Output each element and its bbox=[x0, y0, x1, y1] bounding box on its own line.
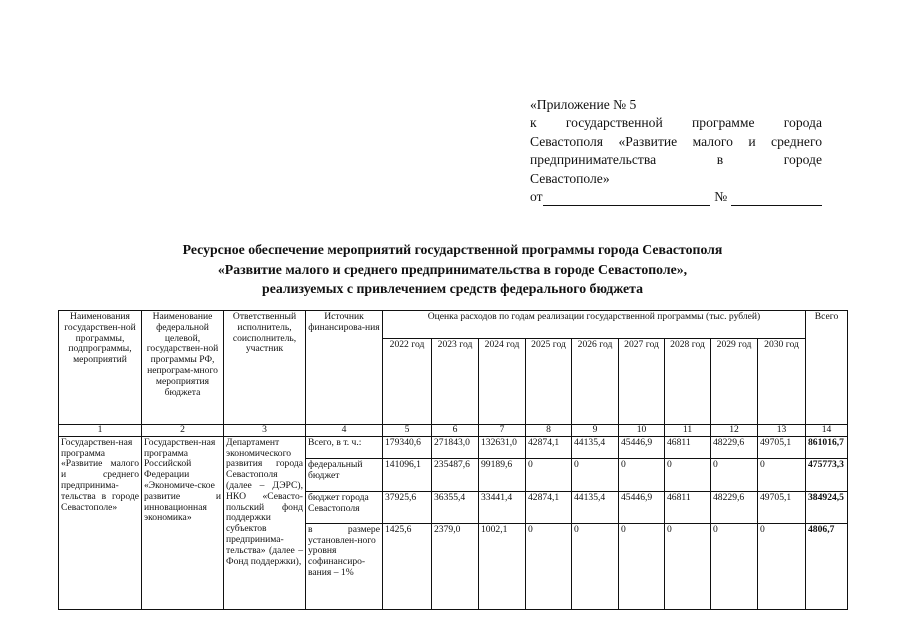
number-label: № bbox=[714, 189, 728, 205]
column-number: 14 bbox=[806, 425, 848, 437]
value-cell: 46811 bbox=[665, 491, 711, 523]
header-executor: Ответственный исполнитель, соисполнитель, участник bbox=[224, 311, 306, 425]
title-line-1: Ресурсное обеспечение мероприятий государственной программы города Севастополя bbox=[182, 242, 723, 257]
program-name-cell: Государствен-ная программа «Развитие малого и среднего предпринима-тельства в городе Севастополе» bbox=[59, 436, 142, 609]
header-estimate: Оценка расходов по годам реализации государственной программы (тыс. рублей) bbox=[383, 311, 806, 339]
document-title bbox=[60, 240, 845, 299]
header-year: 2024 год bbox=[479, 339, 526, 425]
column-number: 5 bbox=[383, 425, 432, 437]
column-number: 6 bbox=[432, 425, 479, 437]
value-cell: 141096,1 bbox=[383, 458, 432, 491]
funding-table bbox=[58, 310, 848, 610]
value-cell: 42874,1 bbox=[526, 491, 572, 523]
value-cell: 45446,9 bbox=[619, 491, 665, 523]
annex-line-5: Севастополе» bbox=[530, 170, 610, 186]
value-cell: 0 bbox=[619, 458, 665, 491]
value-cell: 42874,1 bbox=[526, 436, 572, 458]
column-number: 8 bbox=[526, 425, 572, 437]
header-program: Наименования государствен-ной программы, подпрограммы, мероприятий bbox=[59, 311, 142, 425]
federal-program-cell: Государствен-ная программа Российской Федерации «Экономиче-ское развитие и инновационная экономика» bbox=[142, 436, 224, 609]
number-blank bbox=[731, 192, 822, 206]
header-year: 2022 год bbox=[383, 339, 432, 425]
column-number: 12 bbox=[711, 425, 758, 437]
header-year: 2029 год bbox=[711, 339, 758, 425]
column-number: 1 bbox=[59, 425, 142, 437]
value-cell: 45446,9 bbox=[619, 436, 665, 458]
annex-block bbox=[530, 96, 822, 206]
title-line-2: «Развитие малого и среднего предпринимательства в городе Севастополе», bbox=[217, 261, 688, 277]
annex-sign-line bbox=[530, 188, 822, 206]
column-number: 11 bbox=[665, 425, 711, 437]
value-cell: 0 bbox=[526, 458, 572, 491]
title-line-3: реализуемых с привлечением средств федерального бюджета bbox=[262, 281, 643, 296]
source-cell: федеральный бюджет bbox=[306, 458, 383, 491]
value-cell: 132631,0 bbox=[479, 436, 526, 458]
annex-line-2: к государственной программе города bbox=[530, 115, 822, 131]
value-cell: 0 bbox=[572, 458, 619, 491]
header-source: Источник финансирова-ния bbox=[306, 311, 383, 425]
value-cell: 49705,1 bbox=[758, 491, 806, 523]
value-cell: 0 bbox=[572, 523, 619, 609]
header-year: 2027 год bbox=[619, 339, 665, 425]
source-cell: бюджет города Севастополя bbox=[306, 491, 383, 523]
value-cell: 48229,6 bbox=[711, 491, 758, 523]
value-cell: 48229,6 bbox=[711, 436, 758, 458]
header-year: 2026 год bbox=[572, 339, 619, 425]
source-cell: Всего, в т. ч.: bbox=[306, 436, 383, 458]
value-cell: 0 bbox=[711, 523, 758, 609]
column-number: 7 bbox=[479, 425, 526, 437]
value-cell: 2379,0 bbox=[432, 523, 479, 609]
value-cell: 0 bbox=[758, 458, 806, 491]
value-cell: 49705,1 bbox=[758, 436, 806, 458]
value-cell: 0 bbox=[619, 523, 665, 609]
header-federal-program: Наименование федеральной целевой, государствен-ной программы РФ, непрограм-много мероприятия бюджета bbox=[142, 311, 224, 425]
value-cell: 44135,4 bbox=[572, 491, 619, 523]
from-label: от bbox=[530, 189, 543, 205]
column-number: 2 bbox=[142, 425, 224, 437]
value-cell: 0 bbox=[665, 458, 711, 491]
value-cell: 271843,0 bbox=[432, 436, 479, 458]
total-cell: 861016,7 bbox=[806, 436, 848, 458]
column-number: 10 bbox=[619, 425, 665, 437]
column-number: 4 bbox=[306, 425, 383, 437]
value-cell: 37925,6 bbox=[383, 491, 432, 523]
value-cell: 0 bbox=[758, 523, 806, 609]
header-total: Всего bbox=[806, 311, 848, 425]
annex-line-1: «Приложение № 5 bbox=[530, 97, 637, 112]
value-cell: 99189,6 bbox=[479, 458, 526, 491]
header-year: 2025 год bbox=[526, 339, 572, 425]
value-cell: 0 bbox=[665, 523, 711, 609]
header-year: 2030 год bbox=[758, 339, 806, 425]
annex-line-3: Севастополя «Развитие малого и среднего bbox=[530, 133, 822, 149]
value-cell: 179340,6 bbox=[383, 436, 432, 458]
value-cell: 0 bbox=[526, 523, 572, 609]
annex-line-4: предпринимательства в городе bbox=[530, 152, 822, 168]
value-cell: 46811 bbox=[665, 436, 711, 458]
value-cell: 0 bbox=[711, 458, 758, 491]
value-cell: 235487,6 bbox=[432, 458, 479, 491]
date-blank bbox=[543, 192, 711, 206]
total-cell: 384924,5 bbox=[806, 491, 848, 523]
total-cell: 4806,7 bbox=[806, 523, 848, 609]
value-cell: 33441,4 bbox=[479, 491, 526, 523]
column-number: 13 bbox=[758, 425, 806, 437]
value-cell: 44135,4 bbox=[572, 436, 619, 458]
column-number: 3 bbox=[224, 425, 306, 437]
column-number: 9 bbox=[572, 425, 619, 437]
source-cell: в размере установлен-ного уровня софинансиро-вания – 1% bbox=[306, 523, 383, 609]
value-cell: 1002,1 bbox=[479, 523, 526, 609]
header-year: 2028 год bbox=[665, 339, 711, 425]
value-cell: 36355,4 bbox=[432, 491, 479, 523]
value-cell: 1425,6 bbox=[383, 523, 432, 609]
total-cell: 475773,3 bbox=[806, 458, 848, 491]
header-year: 2023 год bbox=[432, 339, 479, 425]
executor-cell: Департамент экономического развития города Севастополя (далее – ДЭРС), НКО «Севасто-польский фонд поддержки субъектов предпринима-тельства» (далее – Фонд поддержки), bbox=[224, 436, 306, 609]
